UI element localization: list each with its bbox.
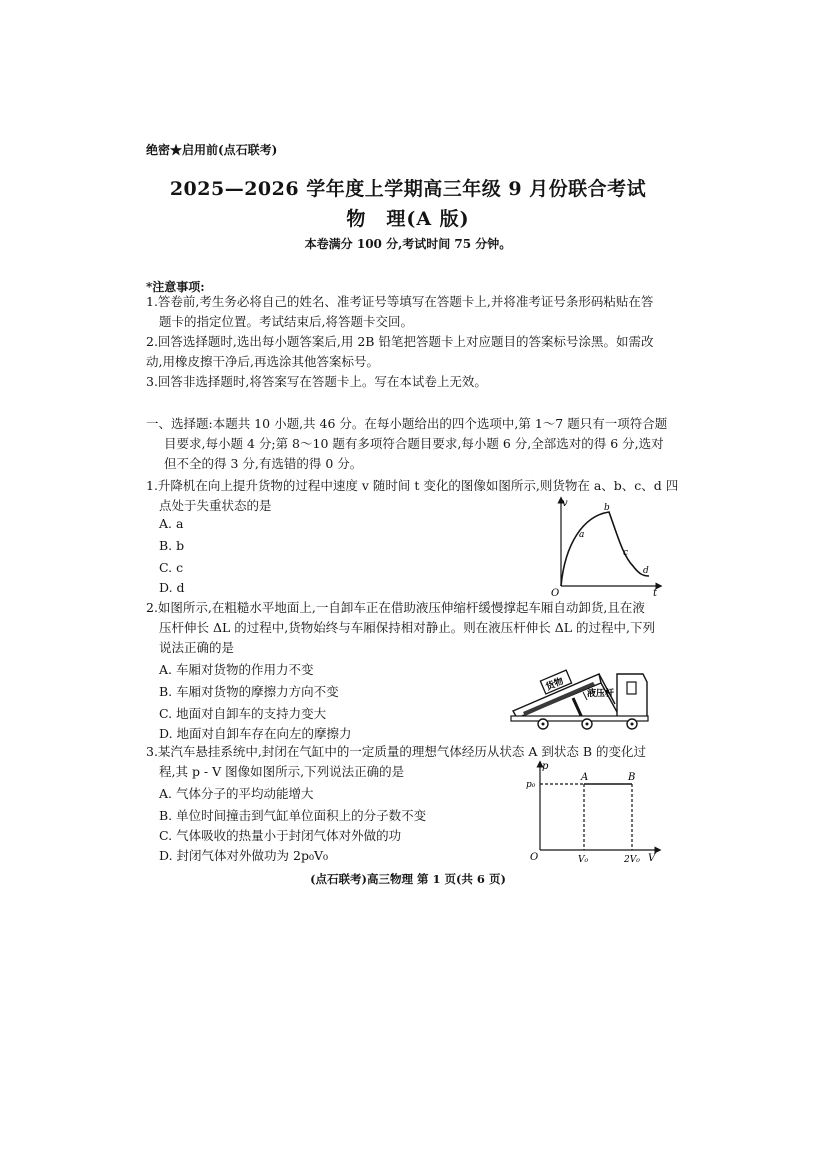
question-3-stem: 程,其 p - V 图像如图所示,下列说法正确的是: [159, 764, 405, 779]
cargo-label: 货物: [544, 676, 566, 693]
question-1-stem: 点处于失重状态的是: [159, 498, 272, 513]
section-instruction: 一、选择题:本题共 10 小题,共 46 分。在每小题给出的四个选项中,第 1～7 题只有一项符合题: [146, 416, 668, 431]
exam-meta: 本卷满分 100 分,考试时间 75 分钟。: [304, 237, 512, 251]
origin-label: O: [551, 588, 560, 598]
notice-heading: *注意事项:: [146, 280, 205, 294]
question-2-dump-truck-figure: [505, 640, 655, 732]
secret-label: 绝密★启用前(点石联考): [146, 143, 278, 157]
2v0-label: 2V₀: [624, 855, 640, 865]
question-3-pv-graph: [524, 758, 664, 866]
point-d-label: d: [643, 566, 649, 576]
question-3-stem: 3.某汽车悬挂系统中,封闭在气缸中的一定质量的理想气体经历从状态 A 到状态 B 的变化过: [146, 744, 647, 759]
wheel-hub: [586, 723, 589, 726]
question-2-option-b: B. 车厢对货物的摩擦力方向不变: [159, 684, 339, 699]
page-footer: (点石联考)高三物理 第 1 页(共 6 页): [310, 872, 506, 886]
question-2-option-c: C. 地面对自卸车的支持力变大: [159, 706, 327, 721]
rod-label: 液压杆: [587, 689, 615, 699]
question-3-option-c: C. 气体吸收的热量小于封闭气体对外做的功: [159, 828, 402, 843]
vt-curve: [561, 512, 649, 586]
truck-chassis: [511, 716, 648, 721]
notice-item: 1.答卷前,考生务必将自己的姓名、准考证号等填写在答题卡上,并将准考证号条形码粘贴在答: [146, 294, 654, 309]
question-2-option-d: D. 地面对自卸车存在向左的摩擦力: [159, 726, 352, 741]
question-3-option-a: A. 气体分子的平均动能增大: [159, 786, 314, 801]
p-axis-label: p: [542, 761, 549, 772]
point-a-label: a: [579, 530, 585, 540]
point-b-label: b: [604, 503, 610, 513]
t-axis-label: t: [653, 588, 658, 598]
v0-label: V₀: [578, 855, 589, 865]
notice-item: 题卡的指定位置。考试结束后,将答题卡交回。: [159, 314, 413, 329]
question-1-option-d: D. d: [159, 580, 185, 595]
section-instruction: 目要求,每小题 4 分;第 8～10 题有多项符合题目要求,每小题 6 分,全部选对的得 6 分,选对: [164, 436, 664, 451]
exam-subject: 物 理(A 版): [346, 208, 470, 230]
question-2-stem: 压杆伸长 ΔL 的过程中,货物始终与车厢保持相对静止。则在液压杆伸长 ΔL 的过程中,下列: [159, 620, 655, 635]
question-2-option-a: A. 车厢对货物的作用力不变: [159, 662, 314, 677]
question-1-stem: 1.升降机在向上提升货物的过程中速度 v 随时间 t 变化的图像如图所示,则货物在 a、b、c、d 四: [146, 478, 679, 493]
notice-item: 3.回答非选择题时,将答案写在答题卡上。写在本试卷上无效。: [146, 374, 487, 389]
section-instruction: 但不全的得 3 分,有选错的得 0 分。: [164, 456, 363, 471]
question-1-option-b: B. b: [159, 538, 185, 553]
state-b-label: B: [628, 772, 636, 783]
point-c-label: c: [623, 548, 629, 558]
question-3-option-d: D. 封闭气体对外做功为 2p₀V₀: [159, 848, 329, 863]
wheel-hub: [542, 723, 545, 726]
v-axis-label: v: [562, 498, 568, 509]
notice-item: 动,用橡皮擦干净后,再选涂其他答案标号。: [146, 354, 379, 369]
truck-cab: [617, 674, 647, 718]
exam-title: 2025—2026 学年度上学期高三年级 9 月份联合考试: [169, 178, 647, 200]
cab-window: [627, 682, 636, 694]
notice-item: 2.回答选择题时,选出每小题答案后,用 2B 铅笔把答题卡上对应题目的答案标号涂黑。如需改: [146, 334, 654, 349]
origin-label: O: [530, 852, 539, 863]
question-3-option-b: B. 单位时间撞击到气缸单位面积上的分子数不变: [159, 808, 427, 823]
v-axis-label: V: [648, 853, 656, 864]
wheel-hub: [631, 723, 634, 726]
question-1-vt-graph: [545, 494, 665, 598]
question-1-option-c: C. c: [159, 560, 184, 575]
state-a-label: A: [581, 772, 589, 783]
question-2-stem: 2.如图所示,在粗糙水平地面上,一自卸车正在借助液压伸缩杆缓慢撑起车厢自动卸货,且在液: [146, 600, 645, 615]
question-2-stem: 说法正确的是: [159, 640, 235, 655]
question-1-option-a: A. a: [159, 516, 184, 531]
p0-label: p₀: [526, 780, 536, 790]
